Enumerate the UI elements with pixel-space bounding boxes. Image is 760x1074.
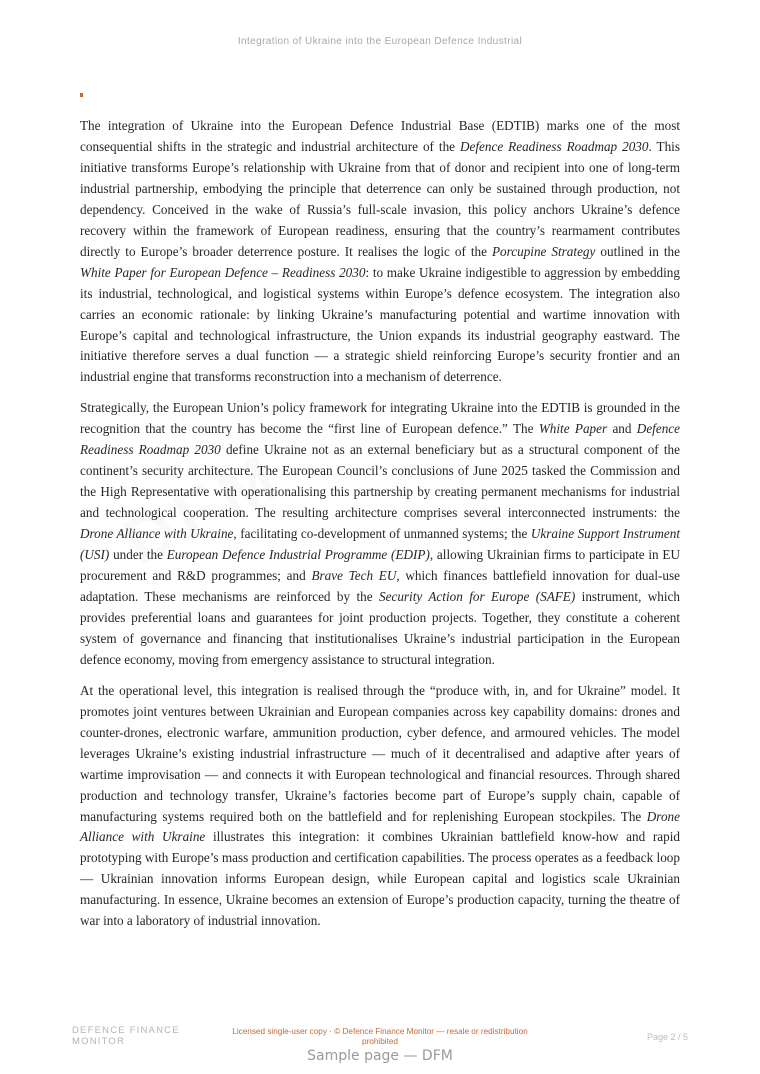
italic-text-run: Drone Alliance with Ukraine: [80, 526, 234, 542]
footer-brand-line-2: MONITOR: [72, 1035, 126, 1047]
italic-text-run: Defence Readiness Roadmap 2030: [460, 138, 649, 154]
italic-text-run: Drone Alliance with Ukraine: [80, 808, 680, 845]
italic-text-run: White Paper for European Defence – Readiness 2030: [80, 264, 366, 280]
italic-text-run: White Paper: [538, 421, 608, 437]
text-run: instrument, which provides preferential loans and guarantees for joint production projects. Together, they constitute a coherent system of governance and financing that institutionalises Ukraine’s industrial participation in the European defence economy, moving from emergency assistance to structural integration.: [80, 588, 680, 667]
text-run: under the: [109, 547, 167, 563]
text-run: At the operational level, this integration is realised through the “produce with, in, and for Ukraine” model. It promotes joint ventures between Ukrainian and European companies across key capability domains: drones and counter-drones, electronic warfare, ammunition production, cyber defence, and armoured vehicles. The model leverages Ukraine’s existing industrial infrastructure — much of it decentralised and adaptive after years of wartime improvisation — and connects it with European technological and financial resources. Through shared production and technology transfer, Ukraine’s factories become part of Europe’s supply chain, capable of manufacturing systems required both on the battlefield and for replenishing European stockpiles. The: [80, 682, 680, 824]
footer-brand: [72, 1026, 180, 1047]
page-number: Page 2 / 5: [646, 1032, 688, 1042]
text-run: and: [607, 421, 637, 437]
footer-license-notice: Licensed single-user copy · © Defence Finance Monitor — resale or redistribution prohibited: [232, 1027, 528, 1046]
text-run: Strategically, the European Union’s policy framework for integrating Ukraine into the EDTIB is grounded in the recognition that the country has become the “first line of European defence.” The: [80, 400, 680, 437]
section-marker: [80, 93, 83, 97]
running-header: Integration of Ukraine into the European Defence Industrial: [237, 36, 523, 47]
text-run: , facilitating co-development of unmanned systems; the: [233, 526, 531, 542]
text-run: illustrates this integration: it combines Ukrainian battlefield know-how and rapid prototyping with Europe’s mass production and certification capabilities. The process operates as a feedback loop — Ukrainian innovation informs European design, while European capital and logistics scale Ukrainian manufacturing. In essence, Ukraine becomes an extension of Europe’s production capacity, turning the theatre of war into a laboratory of industrial innovation.: [80, 829, 680, 929]
text-run: , which finances battlefield innovation for dual-use adaptation. These mechanisms are reinforced by the: [80, 568, 680, 604]
body-paragraph: [80, 398, 680, 670]
text-run: The integration of Ukraine into the European Defence Industrial Base (EDTIB) marks one of the most consequential shifts in the strategic and industrial architecture of the: [80, 118, 680, 154]
body-paragraph: [80, 681, 680, 932]
footer-brand-line-1: DEFENCE FINANCE: [72, 1025, 180, 1036]
sample-page-label: Sample page — DFM: [307, 1048, 453, 1064]
text-run: , allowing Ukrainian firms to participate in EU procurement and R&D programmes; and: [80, 547, 680, 584]
text-run: outlined in the: [595, 243, 680, 259]
text-run: . This initiative transforms Europe’s relationship with Ukraine from that of donor and recipient into one of long-term industrial partnership, embodying the principle that deterrence can only be sustained through production, not dependency. Conceived in the wake of Russia’s full-scale invasion, this policy anchors Ukraine’s defence recovery within the framework of European readiness, ensuring that the country’s rearmament contributes directly to Europe’s broader deterrence posture. It realises the logic of the: [80, 138, 680, 259]
document-body: [80, 116, 680, 942]
italic-text-run: Security Action for Europe (SAFE): [379, 588, 576, 604]
italic-text-run: Ukraine Support Instrument (USI): [80, 526, 680, 563]
italic-text-run: Defence Readiness Roadmap 2030: [80, 421, 680, 458]
body-paragraph: [80, 116, 680, 388]
italic-text-run: European Defence Industrial Programme (EDIP): [166, 547, 430, 563]
text-run: define Ukraine not as an external beneficiary but as a structural component of the continent’s security architecture. The European Council’s conclusions of June 2025 tasked the Commission and the High Representative with operationalising this partnership by creating permanent mechanisms for industrial and technological cooperation. The resulting architecture comprises several interconnected instruments: the: [80, 442, 680, 521]
italic-text-run: Porcupine Strategy: [491, 243, 596, 259]
italic-text-run: Brave Tech EU: [311, 568, 397, 584]
text-run: : to make Ukraine indigestible to aggression by embedding its industrial, technological, and logistical systems within Europe’s defence ecosystem. The integration also carries an economic rationale: by linking Ukraine’s manufacturing potential and wartime innovation with Europe’s capital and technological infrastructure, the Union expands its industrial geography eastward. The initiative therefore serves a dual function — a strategic shield reinforcing Europe’s security frontier and an industrial engine that transforms reconstruction into a mechanism of deterrence.: [80, 264, 680, 385]
